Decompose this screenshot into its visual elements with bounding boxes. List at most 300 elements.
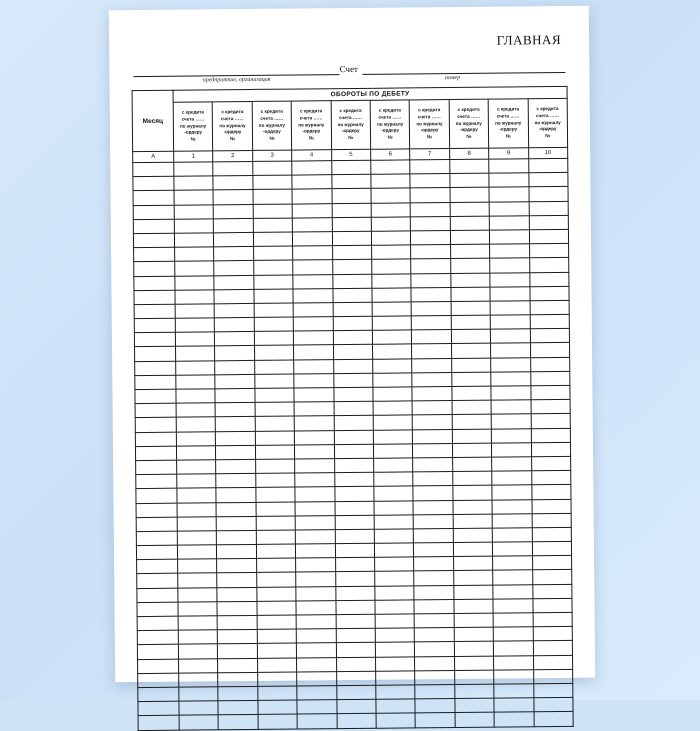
amount-cell[interactable] [216, 459, 256, 474]
month-cell[interactable] [136, 517, 177, 532]
amount-cell[interactable] [413, 514, 453, 529]
month-cell[interactable] [135, 375, 176, 390]
amount-cell[interactable] [253, 204, 293, 219]
amount-cell[interactable] [294, 359, 334, 374]
month-cell[interactable] [136, 545, 177, 560]
amount-cell[interactable] [336, 685, 376, 700]
amount-cell[interactable] [175, 247, 215, 262]
amount-cell[interactable] [255, 431, 295, 446]
amount-cell[interactable] [533, 683, 573, 698]
amount-cell[interactable] [296, 615, 336, 630]
amount-cell[interactable] [179, 658, 219, 673]
amount-cell[interactable] [452, 443, 492, 458]
month-cell[interactable] [136, 531, 177, 546]
amount-cell[interactable] [412, 358, 452, 373]
amount-cell[interactable] [336, 657, 376, 672]
amount-cell[interactable] [254, 289, 294, 304]
amount-cell[interactable] [454, 627, 494, 642]
amount-cell[interactable] [412, 387, 452, 402]
amount-cell[interactable] [372, 302, 412, 317]
amount-cell[interactable] [530, 385, 570, 400]
amount-cell[interactable] [218, 658, 258, 673]
amount-cell[interactable] [489, 187, 529, 202]
amount-cell[interactable] [333, 316, 373, 331]
amount-cell[interactable] [334, 458, 374, 473]
amount-cell[interactable] [257, 601, 297, 616]
amount-cell[interactable] [375, 571, 415, 586]
amount-cell[interactable] [333, 345, 373, 360]
month-cell[interactable] [135, 389, 176, 404]
amount-cell[interactable] [371, 202, 411, 217]
amount-cell[interactable] [257, 643, 297, 658]
amount-cell[interactable] [179, 673, 219, 688]
month-cell[interactable] [133, 176, 174, 191]
amount-cell[interactable] [375, 600, 415, 615]
amount-cell[interactable] [175, 318, 215, 333]
amount-cell[interactable] [371, 174, 411, 189]
amount-cell[interactable] [415, 642, 455, 657]
amount-cell[interactable] [217, 559, 257, 574]
amount-cell[interactable] [451, 358, 491, 373]
amount-cell[interactable] [293, 303, 333, 318]
amount-cell[interactable] [215, 360, 255, 375]
amount-cell[interactable] [414, 528, 454, 543]
amount-cell[interactable] [532, 556, 572, 571]
amount-cell[interactable] [176, 446, 216, 461]
month-cell[interactable] [136, 474, 177, 489]
month-cell[interactable] [137, 616, 178, 631]
amount-cell[interactable] [215, 374, 255, 389]
amount-cell[interactable] [415, 670, 455, 685]
amount-cell[interactable] [532, 527, 572, 542]
amount-cell[interactable] [332, 217, 372, 232]
amount-cell[interactable] [451, 344, 491, 359]
amount-cell[interactable] [334, 401, 374, 416]
amount-cell[interactable] [451, 273, 491, 288]
amount-cell[interactable] [177, 516, 217, 531]
amount-cell[interactable] [533, 669, 573, 684]
month-cell[interactable] [135, 403, 176, 418]
amount-cell[interactable] [218, 644, 258, 659]
amount-cell[interactable] [335, 515, 375, 530]
amount-cell[interactable] [413, 457, 453, 472]
amount-cell[interactable] [532, 598, 572, 613]
amount-cell[interactable] [530, 371, 570, 386]
month-cell[interactable] [137, 559, 178, 574]
amount-cell[interactable] [489, 159, 529, 174]
amount-cell[interactable] [255, 374, 295, 389]
amount-cell[interactable] [336, 600, 376, 615]
amount-cell[interactable] [493, 599, 533, 614]
amount-cell[interactable] [179, 715, 219, 730]
amount-cell[interactable] [176, 403, 216, 418]
amount-cell[interactable] [176, 417, 216, 432]
month-cell[interactable] [134, 276, 175, 291]
month-cell[interactable] [133, 219, 174, 234]
amount-cell[interactable] [254, 275, 294, 290]
amount-cell[interactable] [256, 544, 296, 559]
month-cell[interactable] [137, 588, 178, 603]
amount-cell[interactable] [213, 161, 253, 176]
amount-cell[interactable] [452, 372, 492, 387]
amount-cell[interactable] [414, 585, 454, 600]
amount-cell[interactable] [373, 359, 413, 374]
amount-cell[interactable] [533, 655, 573, 670]
amount-cell[interactable] [491, 343, 531, 358]
amount-cell[interactable] [372, 330, 412, 345]
amount-cell[interactable] [214, 261, 254, 276]
amount-cell[interactable] [452, 400, 492, 415]
amount-cell[interactable] [528, 173, 568, 188]
amount-cell[interactable] [333, 387, 373, 402]
amount-cell[interactable] [178, 559, 218, 574]
amount-cell[interactable] [334, 472, 374, 487]
amount-cell[interactable] [371, 217, 411, 232]
amount-cell[interactable] [489, 216, 529, 231]
amount-cell[interactable] [492, 528, 532, 543]
amount-cell[interactable] [493, 641, 533, 656]
amount-cell[interactable] [178, 616, 218, 631]
amount-cell[interactable] [294, 388, 334, 403]
amount-cell[interactable] [175, 304, 215, 319]
amount-cell[interactable] [410, 202, 450, 217]
amount-cell[interactable] [490, 286, 530, 301]
amount-cell[interactable] [450, 216, 490, 231]
amount-cell[interactable] [455, 698, 495, 713]
amount-cell[interactable] [372, 316, 412, 331]
amount-cell[interactable] [415, 699, 455, 714]
amount-cell[interactable] [294, 373, 334, 388]
amount-cell[interactable] [213, 176, 253, 191]
amount-cell[interactable] [216, 488, 256, 503]
amount-cell[interactable] [453, 556, 493, 571]
month-cell[interactable] [135, 432, 176, 447]
amount-cell[interactable] [493, 584, 533, 599]
amount-cell[interactable] [336, 643, 376, 658]
amount-cell[interactable] [256, 487, 296, 502]
amount-cell[interactable] [176, 375, 216, 390]
month-cell[interactable] [134, 290, 175, 305]
amount-cell[interactable] [376, 713, 416, 728]
amount-cell[interactable] [332, 274, 372, 289]
amount-cell[interactable] [452, 386, 492, 401]
amount-cell[interactable] [494, 712, 534, 727]
amount-cell[interactable] [179, 701, 219, 716]
amount-cell[interactable] [256, 502, 296, 517]
amount-cell[interactable] [295, 430, 335, 445]
amount-cell[interactable] [375, 586, 415, 601]
amount-cell[interactable] [531, 485, 571, 500]
amount-cell[interactable] [218, 686, 258, 701]
amount-cell[interactable] [332, 260, 372, 275]
amount-cell[interactable] [449, 159, 489, 174]
amount-cell[interactable] [411, 287, 451, 302]
amount-cell[interactable] [490, 301, 530, 316]
amount-cell[interactable] [297, 714, 337, 729]
amount-cell[interactable] [415, 656, 455, 671]
amount-cell[interactable] [534, 712, 574, 727]
amount-cell[interactable] [411, 259, 451, 274]
amount-cell[interactable] [493, 542, 533, 557]
amount-cell[interactable] [452, 471, 492, 486]
amount-cell[interactable] [335, 543, 375, 558]
amount-cell[interactable] [533, 627, 573, 642]
amount-cell[interactable] [216, 474, 256, 489]
amount-cell[interactable] [491, 400, 531, 415]
amount-cell[interactable] [217, 530, 257, 545]
amount-cell[interactable] [254, 360, 294, 375]
amount-cell[interactable] [253, 189, 293, 204]
amount-cell[interactable] [530, 300, 570, 315]
amount-cell[interactable] [292, 175, 332, 190]
amount-cell[interactable] [258, 714, 298, 729]
amount-cell[interactable] [529, 215, 569, 230]
amount-cell[interactable] [372, 273, 412, 288]
amount-cell[interactable] [178, 644, 218, 659]
amount-cell[interactable] [332, 203, 372, 218]
amount-cell[interactable] [494, 698, 534, 713]
amount-cell[interactable] [412, 401, 452, 416]
amount-cell[interactable] [411, 301, 451, 316]
amount-cell[interactable] [253, 218, 293, 233]
amount-cell[interactable] [294, 345, 334, 360]
amount-cell[interactable] [375, 614, 415, 629]
amount-cell[interactable] [529, 286, 569, 301]
amount-cell[interactable] [492, 471, 532, 486]
amount-cell[interactable] [216, 431, 256, 446]
amount-cell[interactable] [216, 417, 256, 432]
amount-cell[interactable] [216, 445, 256, 460]
amount-cell[interactable] [253, 232, 293, 247]
amount-cell[interactable] [296, 572, 336, 587]
amount-cell[interactable] [492, 457, 532, 472]
amount-cell[interactable] [376, 671, 416, 686]
amount-cell[interactable] [176, 346, 216, 361]
amount-cell[interactable] [374, 543, 414, 558]
amount-cell[interactable] [332, 231, 372, 246]
month-cell[interactable] [134, 304, 175, 319]
amount-cell[interactable] [177, 488, 217, 503]
amount-cell[interactable] [531, 456, 571, 471]
amount-cell[interactable] [375, 628, 415, 643]
amount-cell[interactable] [215, 318, 255, 333]
amount-cell[interactable] [177, 474, 217, 489]
amount-cell[interactable] [214, 218, 254, 233]
amount-cell[interactable] [256, 572, 296, 587]
amount-cell[interactable] [333, 373, 373, 388]
amount-cell[interactable] [450, 202, 490, 217]
amount-cell[interactable] [492, 513, 532, 528]
amount-cell[interactable] [450, 230, 490, 245]
amount-cell[interactable] [490, 272, 530, 287]
amount-cell[interactable] [336, 614, 376, 629]
amount-cell[interactable] [454, 585, 494, 600]
amount-cell[interactable] [255, 445, 295, 460]
amount-cell[interactable] [376, 699, 416, 714]
amount-cell[interactable] [217, 587, 257, 602]
amount-cell[interactable] [174, 219, 214, 234]
amount-cell[interactable] [177, 531, 217, 546]
amount-cell[interactable] [414, 557, 454, 572]
amount-cell[interactable] [292, 161, 332, 176]
amount-cell[interactable] [415, 684, 455, 699]
amount-cell[interactable] [257, 672, 297, 687]
amount-cell[interactable] [174, 204, 214, 219]
amount-cell[interactable] [413, 429, 453, 444]
amount-cell[interactable] [532, 541, 572, 556]
amount-cell[interactable] [374, 472, 414, 487]
amount-cell[interactable] [373, 429, 413, 444]
amount-cell[interactable] [335, 586, 375, 601]
amount-cell[interactable] [532, 570, 572, 585]
amount-cell[interactable] [214, 289, 254, 304]
amount-cell[interactable] [415, 628, 455, 643]
amount-cell[interactable] [412, 344, 452, 359]
amount-cell[interactable] [373, 401, 413, 416]
month-cell[interactable] [135, 361, 176, 376]
amount-cell[interactable] [451, 287, 491, 302]
amount-cell[interactable] [254, 303, 294, 318]
amount-cell[interactable] [411, 216, 451, 231]
amount-cell[interactable] [217, 516, 257, 531]
amount-cell[interactable] [296, 586, 336, 601]
amount-cell[interactable] [335, 572, 375, 587]
amount-cell[interactable] [292, 189, 332, 204]
amount-cell[interactable] [529, 187, 569, 202]
month-cell[interactable] [134, 332, 175, 347]
month-cell[interactable] [136, 489, 177, 504]
amount-cell[interactable] [253, 246, 293, 261]
month-cell[interactable] [136, 460, 177, 475]
amount-cell[interactable] [295, 444, 335, 459]
amount-cell[interactable] [373, 415, 413, 430]
amount-cell[interactable] [218, 630, 258, 645]
amount-cell[interactable] [335, 558, 375, 573]
amount-cell[interactable] [453, 542, 493, 557]
amount-cell[interactable] [491, 428, 531, 443]
amount-cell[interactable] [531, 428, 571, 443]
amount-cell[interactable] [177, 502, 217, 517]
amount-cell[interactable] [334, 430, 374, 445]
month-cell[interactable] [133, 162, 174, 177]
amount-cell[interactable] [372, 344, 412, 359]
amount-cell[interactable] [335, 501, 375, 516]
amount-cell[interactable] [532, 513, 572, 528]
amount-cell[interactable] [489, 201, 529, 216]
amount-cell[interactable] [412, 316, 452, 331]
amount-cell[interactable] [295, 487, 335, 502]
amount-cell[interactable] [178, 573, 218, 588]
month-cell[interactable] [137, 630, 178, 645]
amount-cell[interactable] [453, 514, 493, 529]
amount-cell[interactable] [452, 415, 492, 430]
amount-cell[interactable] [295, 530, 335, 545]
amount-cell[interactable] [413, 443, 453, 458]
amount-cell[interactable] [529, 244, 569, 259]
amount-cell[interactable] [376, 685, 416, 700]
amount-cell[interactable] [253, 161, 293, 176]
amount-cell[interactable] [256, 530, 296, 545]
amount-cell[interactable] [253, 260, 293, 275]
amount-cell[interactable] [255, 402, 295, 417]
amount-cell[interactable] [214, 303, 254, 318]
amount-cell[interactable] [493, 556, 533, 571]
amount-cell[interactable] [492, 443, 532, 458]
amount-cell[interactable] [494, 655, 534, 670]
amount-cell[interactable] [530, 329, 570, 344]
amount-cell[interactable] [257, 587, 297, 602]
amount-cell[interactable] [410, 188, 450, 203]
amount-cell[interactable] [533, 612, 573, 627]
amount-cell[interactable] [490, 329, 530, 344]
amount-cell[interactable] [494, 670, 534, 685]
amount-cell[interactable] [491, 372, 531, 387]
amount-cell[interactable] [452, 429, 492, 444]
amount-cell[interactable] [530, 314, 570, 329]
amount-cell[interactable] [217, 573, 257, 588]
amount-cell[interactable] [493, 613, 533, 628]
amount-cell[interactable] [490, 230, 530, 245]
amount-cell[interactable] [452, 457, 492, 472]
amount-cell[interactable] [531, 471, 571, 486]
month-cell[interactable] [138, 673, 179, 688]
amount-cell[interactable] [257, 629, 297, 644]
amount-cell[interactable] [255, 388, 295, 403]
amount-cell[interactable] [491, 357, 531, 372]
amount-cell[interactable] [450, 244, 490, 259]
month-cell[interactable] [136, 503, 177, 518]
amount-cell[interactable] [175, 275, 215, 290]
amount-cell[interactable] [493, 570, 533, 585]
amount-cell[interactable] [332, 245, 372, 260]
account-input-line[interactable] [362, 62, 565, 75]
amount-cell[interactable] [294, 416, 334, 431]
amount-cell[interactable] [292, 217, 332, 232]
amount-cell[interactable] [293, 260, 333, 275]
amount-cell[interactable] [174, 176, 214, 191]
amount-cell[interactable] [334, 416, 374, 431]
amount-cell[interactable] [455, 712, 495, 727]
amount-cell[interactable] [334, 444, 374, 459]
month-cell[interactable] [137, 645, 178, 660]
amount-cell[interactable] [533, 641, 573, 656]
amount-cell[interactable] [374, 529, 414, 544]
amount-cell[interactable] [454, 670, 494, 685]
amount-cell[interactable] [254, 331, 294, 346]
amount-cell[interactable] [218, 672, 258, 687]
amount-cell[interactable] [374, 500, 414, 515]
month-cell[interactable] [135, 347, 176, 362]
month-cell[interactable] [134, 318, 175, 333]
amount-cell[interactable] [255, 416, 295, 431]
amount-cell[interactable] [450, 258, 490, 273]
amount-cell[interactable] [295, 459, 335, 474]
amount-cell[interactable] [453, 500, 493, 515]
amount-cell[interactable] [410, 174, 450, 189]
amount-cell[interactable] [337, 714, 377, 729]
amount-cell[interactable] [334, 487, 374, 502]
amount-cell[interactable] [176, 431, 216, 446]
amount-cell[interactable] [332, 189, 372, 204]
amount-cell[interactable] [531, 414, 571, 429]
amount-cell[interactable] [373, 444, 413, 459]
amount-cell[interactable] [414, 543, 454, 558]
amount-cell[interactable] [215, 346, 255, 361]
amount-cell[interactable] [294, 402, 334, 417]
month-cell[interactable] [137, 602, 178, 617]
amount-cell[interactable] [257, 615, 297, 630]
amount-cell[interactable] [373, 387, 413, 402]
